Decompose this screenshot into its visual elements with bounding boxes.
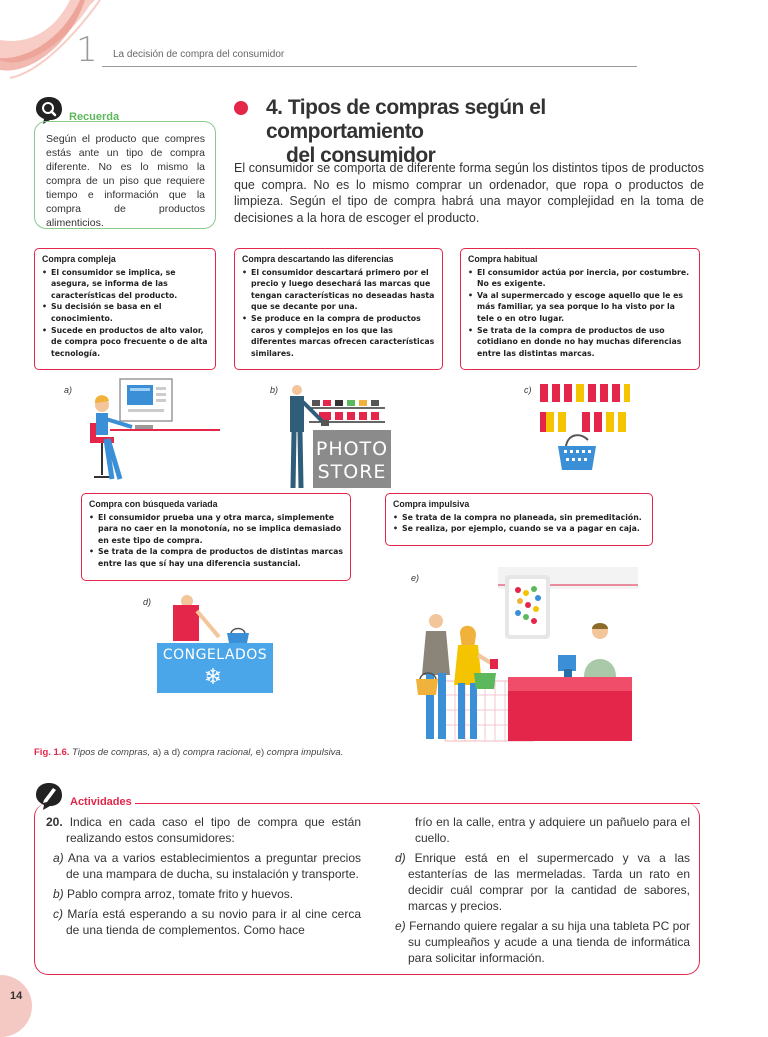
box-compra-descartando [234, 248, 443, 370]
box-compra-impulsiva [385, 493, 653, 546]
activity-item-c [46, 906, 361, 938]
activities-column-2 [395, 814, 690, 966]
figure-caption-part4: e) [255, 747, 267, 758]
page-number: 14 [10, 990, 23, 1002]
chapter-title: La decisión de compra del consumidor [113, 49, 285, 60]
figure-caption-part5: compra impulsiva. [266, 747, 344, 758]
section-title [266, 96, 706, 168]
item-letter: c) [53, 907, 63, 921]
box-item: • Se trata de la compra no planeada, sin premeditación. [393, 512, 646, 524]
section-title-line1: 4. Tipos de compras según el comportamiento [266, 96, 546, 143]
activity-item-a [46, 850, 361, 882]
figure-caption-part3: compra racional, [182, 747, 256, 758]
chapter-number: 1 [76, 30, 98, 70]
figure-number: Fig. 1.6. [34, 747, 70, 758]
activity-item-e [395, 918, 690, 966]
box-item: • El consumidor actúa por inercia, por costumbre. No es exigente. [468, 267, 693, 290]
item-text: Ana va a varios establecimientos a preguntar precios de una mampara de ducha, su instalación y transporte. [66, 851, 361, 881]
box-item: • Su decisión se basa en el conocimiento. [42, 301, 209, 324]
recuerda-label: Recuerda [69, 111, 120, 123]
box-compra-habitual [460, 248, 700, 370]
item-text: Fernando quiere regalar a su hija una tableta PC por su cumpleaños y acude a una tienda de informática para solicitar información. [408, 919, 690, 965]
box-compra-variada [81, 493, 351, 581]
activities-column-1 [46, 814, 361, 938]
illustration-supermarket [536, 378, 631, 478]
figure-caption-part1: Tipos de compras, [72, 747, 153, 758]
box-title: Compra descartando las diferencias [242, 254, 394, 264]
box-item: • El consumidor se implica, se asegura, se informa de las características del producto. [42, 267, 209, 302]
figure-caption-part2: a) a d) [152, 747, 183, 758]
item-text: María está esperando a su novio para ir al cine cerca de una tienda de complementos. Como hace [66, 907, 361, 937]
box-item: • El consumidor descartará primero por el precio y luego desechará las marcas que tengan características no deseadas hasta que se decante por una. [242, 267, 436, 313]
section-intro: El consumidor se comporta de diferente forma según los distintos tipos de productos que compra. No es lo mismo comprar un ordenador, que ropa o productos de limpieza. Según el tipo de compra habrá una mayor complejidad en la toma de decisiones a la hora de escoger el producto. [234, 161, 704, 225]
box-title: Compra habitual [468, 254, 538, 264]
section-title-line2: del consumidor [286, 144, 436, 167]
box-item: • Va al supermercado y escoge aquello que le es más familiar, ya sea porque lo ha visto por la tele o en otro lugar. [468, 290, 693, 325]
box-item: • El consumidor prueba una y otra marca, simplemente para no caer en la monotonía, no se implica demasiado en este tipo de compra. [89, 512, 344, 547]
page-number-badge [0, 975, 32, 1037]
box-title: Compra compleja [42, 254, 116, 264]
recuerda-box: Según el producto que compres estás ante un tipo de compra diferente. No es lo mismo la compra de un piso que requiere tiempo e información que la compra de productos alimenticios. [34, 121, 216, 229]
question-number: 20. [46, 815, 63, 829]
box-item: • Se produce en la compra de productos caros y complejos en los que las diferentes marcas ofrecen características similares. [242, 313, 436, 359]
item-text: Pablo compra arroz, tomate frito y huevos. [67, 887, 294, 901]
question-20 [46, 814, 361, 846]
illustration-checkout [408, 565, 638, 743]
item-letter: a) [53, 851, 64, 865]
box-title: Compra impulsiva [393, 499, 470, 509]
item-letter: d) [395, 851, 406, 865]
figure-caption [34, 747, 343, 758]
congelados-sign: CONGELADOS [162, 647, 268, 663]
photo-store-line2: STORE [317, 461, 387, 483]
photo-store-sign [313, 438, 391, 484]
illustration-label-b: b) [270, 385, 279, 395]
section-bullet [234, 101, 248, 115]
header-divider [102, 66, 637, 67]
snowflake-icon: ❄ [203, 664, 223, 689]
box-item: • Sucede en productos de alto valor, de compra poco frecuente o de alta tecnología. [42, 325, 209, 360]
box-item: • Se trata de la compra de productos de distintas marcas entre las que sí hay una diferencia sustancial. [89, 546, 344, 569]
activities-label: Actividades [70, 796, 132, 808]
box-compra-compleja [34, 248, 216, 370]
box-title: Compra con búsqueda variada [89, 499, 218, 509]
illustration-label-e: e) [411, 573, 420, 583]
illustration-label-d: d) [143, 597, 152, 607]
item-text: Enrique está en el supermercado y va a las estanterías de las mermeladas. Tarda un rato en decidir cuál comprar por la cantidad de sabores, marcas y precios. [408, 851, 690, 913]
box-item: • Se trata de la compra de productos de uso cotidiano en donde no hay muchas diferencias entre las distintas marcas. [468, 325, 693, 360]
photo-store-line1: PHOTO [315, 438, 389, 460]
item-letter: e) [395, 919, 406, 933]
activity-item-d [395, 850, 690, 914]
illustration-label-a: a) [64, 385, 73, 395]
illustration-label-c: c) [524, 385, 532, 395]
activity-item-c-continuation: frío en la calle, entra y adquiere un pañuelo para el cuello. [415, 815, 690, 845]
illustration-computer [80, 375, 220, 485]
question-text: Indica en cada caso el tipo de compra que están realizando estos consumidores: [66, 815, 361, 845]
item-letter: b) [53, 887, 64, 901]
box-item: • Se realiza, por ejemplo, cuando se va a pagar en caja. [393, 523, 646, 535]
activity-item-b [46, 886, 361, 902]
